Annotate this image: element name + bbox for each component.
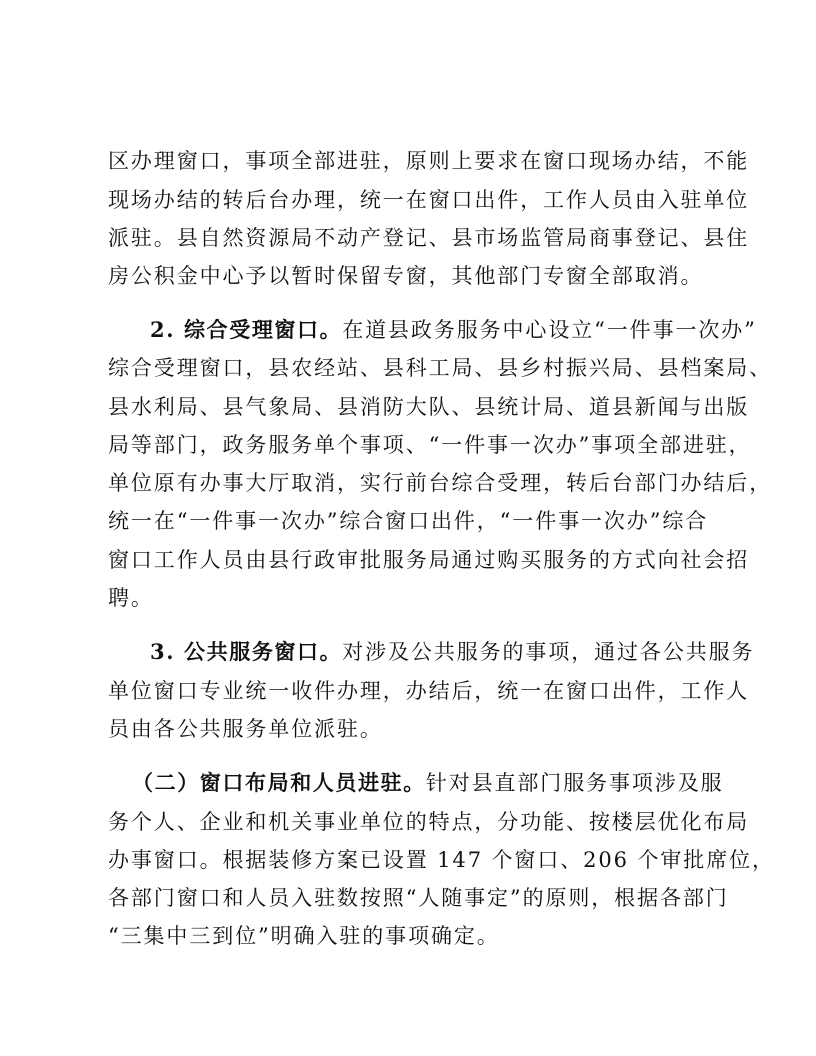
paragraph-2-line-6: 统一在“一件事一次办”综合窗口出件，“一件事一次办”综合 bbox=[108, 509, 709, 533]
paragraph-2-line-4: 局等部门，政务服务单个事项、“一件事一次办”事项全部进驻， bbox=[108, 433, 752, 457]
paragraph-4-line-5: “三集中三到位”明确入驻的事项确定。 bbox=[108, 924, 500, 948]
paragraph-1-line-4: 房公积金中心予以暂时保留专窗，其他部门专窗全部取消。 bbox=[108, 264, 704, 288]
paragraph-4-heading: （二）窗口布局和人员进驻。 bbox=[132, 770, 426, 795]
paragraph-4-line-2: 务个人、企业和机关事业单位的特点，分功能、按楼层优化布局 bbox=[108, 810, 750, 834]
paragraph-4-first-line-text: 针对县直部门服务事项涉及服 bbox=[425, 771, 724, 795]
paragraph-2-line-5: 单位原有办事大厅取消，实行前台综合受理，转后台部门办结后， bbox=[108, 471, 773, 495]
paragraph-1-line-1: 区办理窗口，事项全部进驻，原则上要求在窗口现场办结，不能 bbox=[108, 149, 750, 173]
paragraph-2-first-line bbox=[150, 316, 757, 344]
paragraph-4-line-4: 各部门窗口和人员入驻数按照“人随事定”的原则，根据各部门 bbox=[108, 886, 729, 910]
paragraph-4-first-line bbox=[132, 769, 724, 797]
paragraph-2-line-3: 县水利局、县气象局、县消防大队、县统计局、道县新闻与出版 bbox=[108, 395, 750, 419]
paragraph-2-line-8: 聘。 bbox=[108, 586, 154, 610]
paragraph-1-line-3: 派驻。县自然资源局不动产登记、县市场监管局商事登记、县住 bbox=[108, 226, 750, 250]
paragraph-1-line-2: 现场办结的转后台办理，统一在窗口出件，工作人员由入驻单位 bbox=[108, 188, 750, 212]
paragraph-3-first-line bbox=[150, 638, 755, 666]
paragraph-2-heading: 2. 综合受理窗口。 bbox=[150, 317, 343, 342]
paragraph-4-line-3: 办事窗口。根据装修方案已设置 147 个窗口、206 个审批席位， bbox=[108, 848, 775, 872]
paragraph-2-line-7: 窗口工作人员由县行政审批服务局通过购买服务的方式向社会招 bbox=[108, 548, 750, 572]
paragraph-3-heading: 3. 公共服务窗口。 bbox=[150, 639, 343, 664]
paragraph-2-line-2: 综合受理窗口，县农经站、县科工局、县乡村振兴局、县档案局、 bbox=[108, 356, 773, 380]
paragraph-2-first-line-text: 在道县政务服务中心设立“一件事一次办” bbox=[342, 318, 757, 342]
paragraph-3-line-3: 员由各公共服务单位派驻。 bbox=[108, 717, 383, 741]
paragraph-3-line-2: 单位窗口专业统一收件办理，办结后，统一在窗口出件，工作人 bbox=[108, 679, 750, 703]
paragraph-3-first-line-text: 对涉及公共服务的事项，通过各公共服务 bbox=[342, 640, 755, 664]
